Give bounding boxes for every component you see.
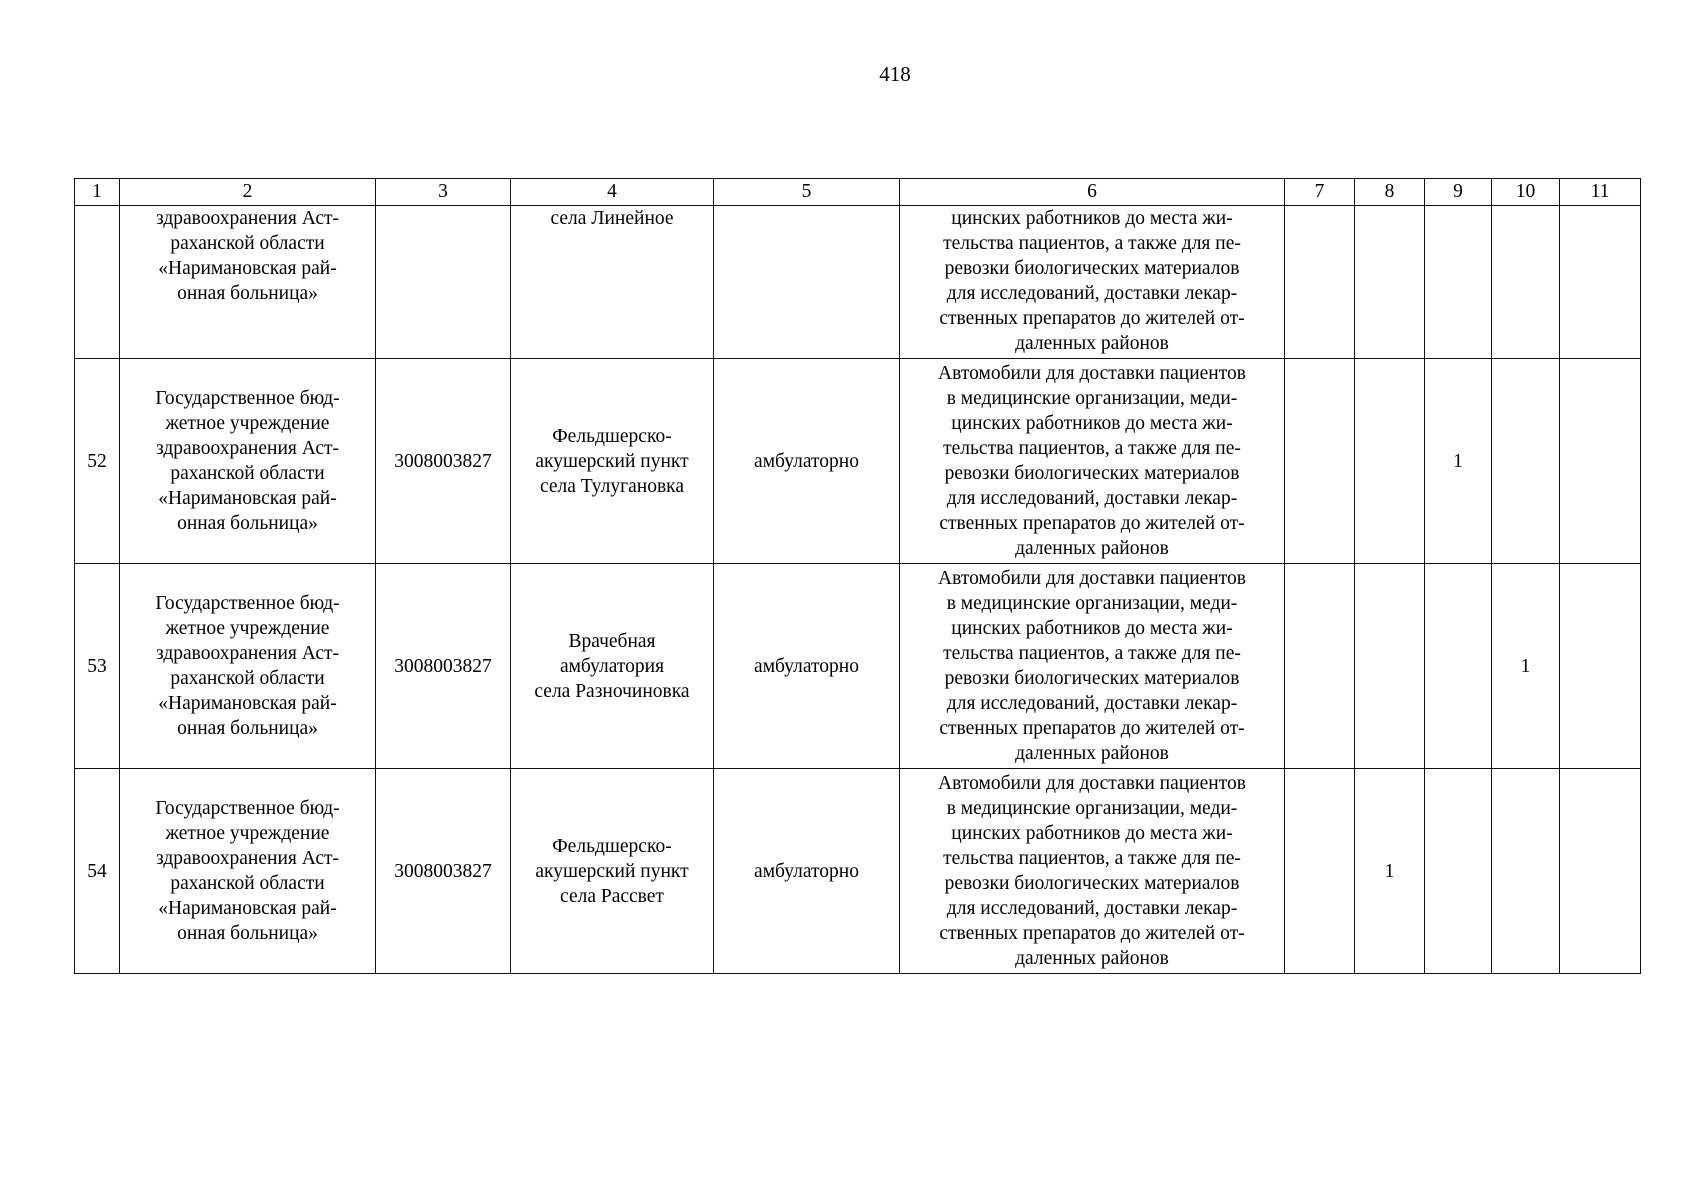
organization-cell: Государственное бюд- жетное учреждение здравоохранения Аст- раханской области «Наримановская рай- онная больница» [120,564,376,769]
count-cell-10 [1492,769,1560,974]
column-header: 5 [714,179,900,206]
column-header: 2 [120,179,376,206]
table-row [75,564,1641,769]
unit-cell: Фельдшерско- акушерский пункт села Тулугановка [511,359,714,564]
column-header: 6 [900,179,1285,206]
count-cell-8 [1355,206,1425,359]
column-header: 11 [1560,179,1641,206]
purpose-cell: цинских работников до места жи- тельства пациентов, а также для пе- ревозки биологических материалов для исследований, доставки лекар- ственных препаратов до жителей от- даленных районов [900,206,1285,359]
page-number: 418 [879,62,911,86]
column-header: 9 [1425,179,1492,206]
count-cell-11 [1560,564,1641,769]
inn-cell: 3008003827 [376,564,511,769]
count-cell-7 [1285,564,1355,769]
unit-cell: села Линейное [511,206,714,359]
column-header: 1 [75,179,120,206]
vehicle-allocation-table [74,178,1641,974]
column-header: 7 [1285,179,1355,206]
organization-cell: Государственное бюд- жетное учреждение здравоохранения Аст- раханской области «Наримановская рай- онная больница» [120,769,376,974]
row-number-cell: 54 [75,769,120,974]
purpose-cell: Автомобили для доставки пациентов в медицинские организации, меди- цинских работников до места жи- тельства пациентов, а также для пе- ревозки биологических материалов для исследований, доставки лекар- ственных препаратов до жителей от- даленных районов [900,564,1285,769]
count-cell-9 [1425,564,1492,769]
table-header-row [75,179,1641,206]
purpose-cell: Автомобили для доставки пациентов в медицинские организации, меди- цинских работников до места жи- тельства пациентов, а также для пе- ревозки биологических материалов для исследований, доставки лекар- ственных препаратов до жителей от- даленных районов [900,359,1285,564]
column-header: 4 [511,179,714,206]
column-header: 8 [1355,179,1425,206]
care-mode-cell: амбулаторно [714,769,900,974]
inn-cell: 3008003827 [376,359,511,564]
organization-cell: здравоохранения Аст- раханской области «Наримановская рай- онная больница» [120,206,376,359]
count-cell-7 [1285,359,1355,564]
purpose-cell: Автомобили для доставки пациентов в медицинские организации, меди- цинских работников до места жи- тельства пациентов, а также для пе- ревозки биологических материалов для исследований, доставки лекар- ственных препаратов до жителей от- даленных районов [900,769,1285,974]
count-cell-9 [1425,206,1492,359]
count-cell-7 [1285,769,1355,974]
column-header: 10 [1492,179,1560,206]
count-cell-10 [1492,359,1560,564]
column-header: 3 [376,179,511,206]
care-mode-cell: амбулаторно [714,564,900,769]
inn-cell [376,206,511,359]
table-row [75,769,1641,974]
count-cell-11 [1560,206,1641,359]
table-row-continued [75,206,1641,359]
count-cell-7 [1285,206,1355,359]
inn-cell: 3008003827 [376,769,511,974]
count-cell-9: 1 [1425,359,1492,564]
care-mode-cell: амбулаторно [714,359,900,564]
care-mode-cell [714,206,900,359]
count-cell-10: 1 [1492,564,1560,769]
count-cell-11 [1560,769,1641,974]
unit-cell: Фельдшерско- акушерский пункт села Рассвет [511,769,714,974]
count-cell-8: 1 [1355,769,1425,974]
table-row [75,359,1641,564]
row-number-cell: 52 [75,359,120,564]
organization-cell: Государственное бюд- жетное учреждение здравоохранения Аст- раханской области «Наримановская рай- онная больница» [120,359,376,564]
row-number-cell [75,206,120,359]
count-cell-10 [1492,206,1560,359]
unit-cell: Врачебная амбулатория села Разночиновка [511,564,714,769]
count-cell-8 [1355,359,1425,564]
count-cell-8 [1355,564,1425,769]
row-number-cell: 53 [75,564,120,769]
count-cell-9 [1425,769,1492,974]
count-cell-11 [1560,359,1641,564]
